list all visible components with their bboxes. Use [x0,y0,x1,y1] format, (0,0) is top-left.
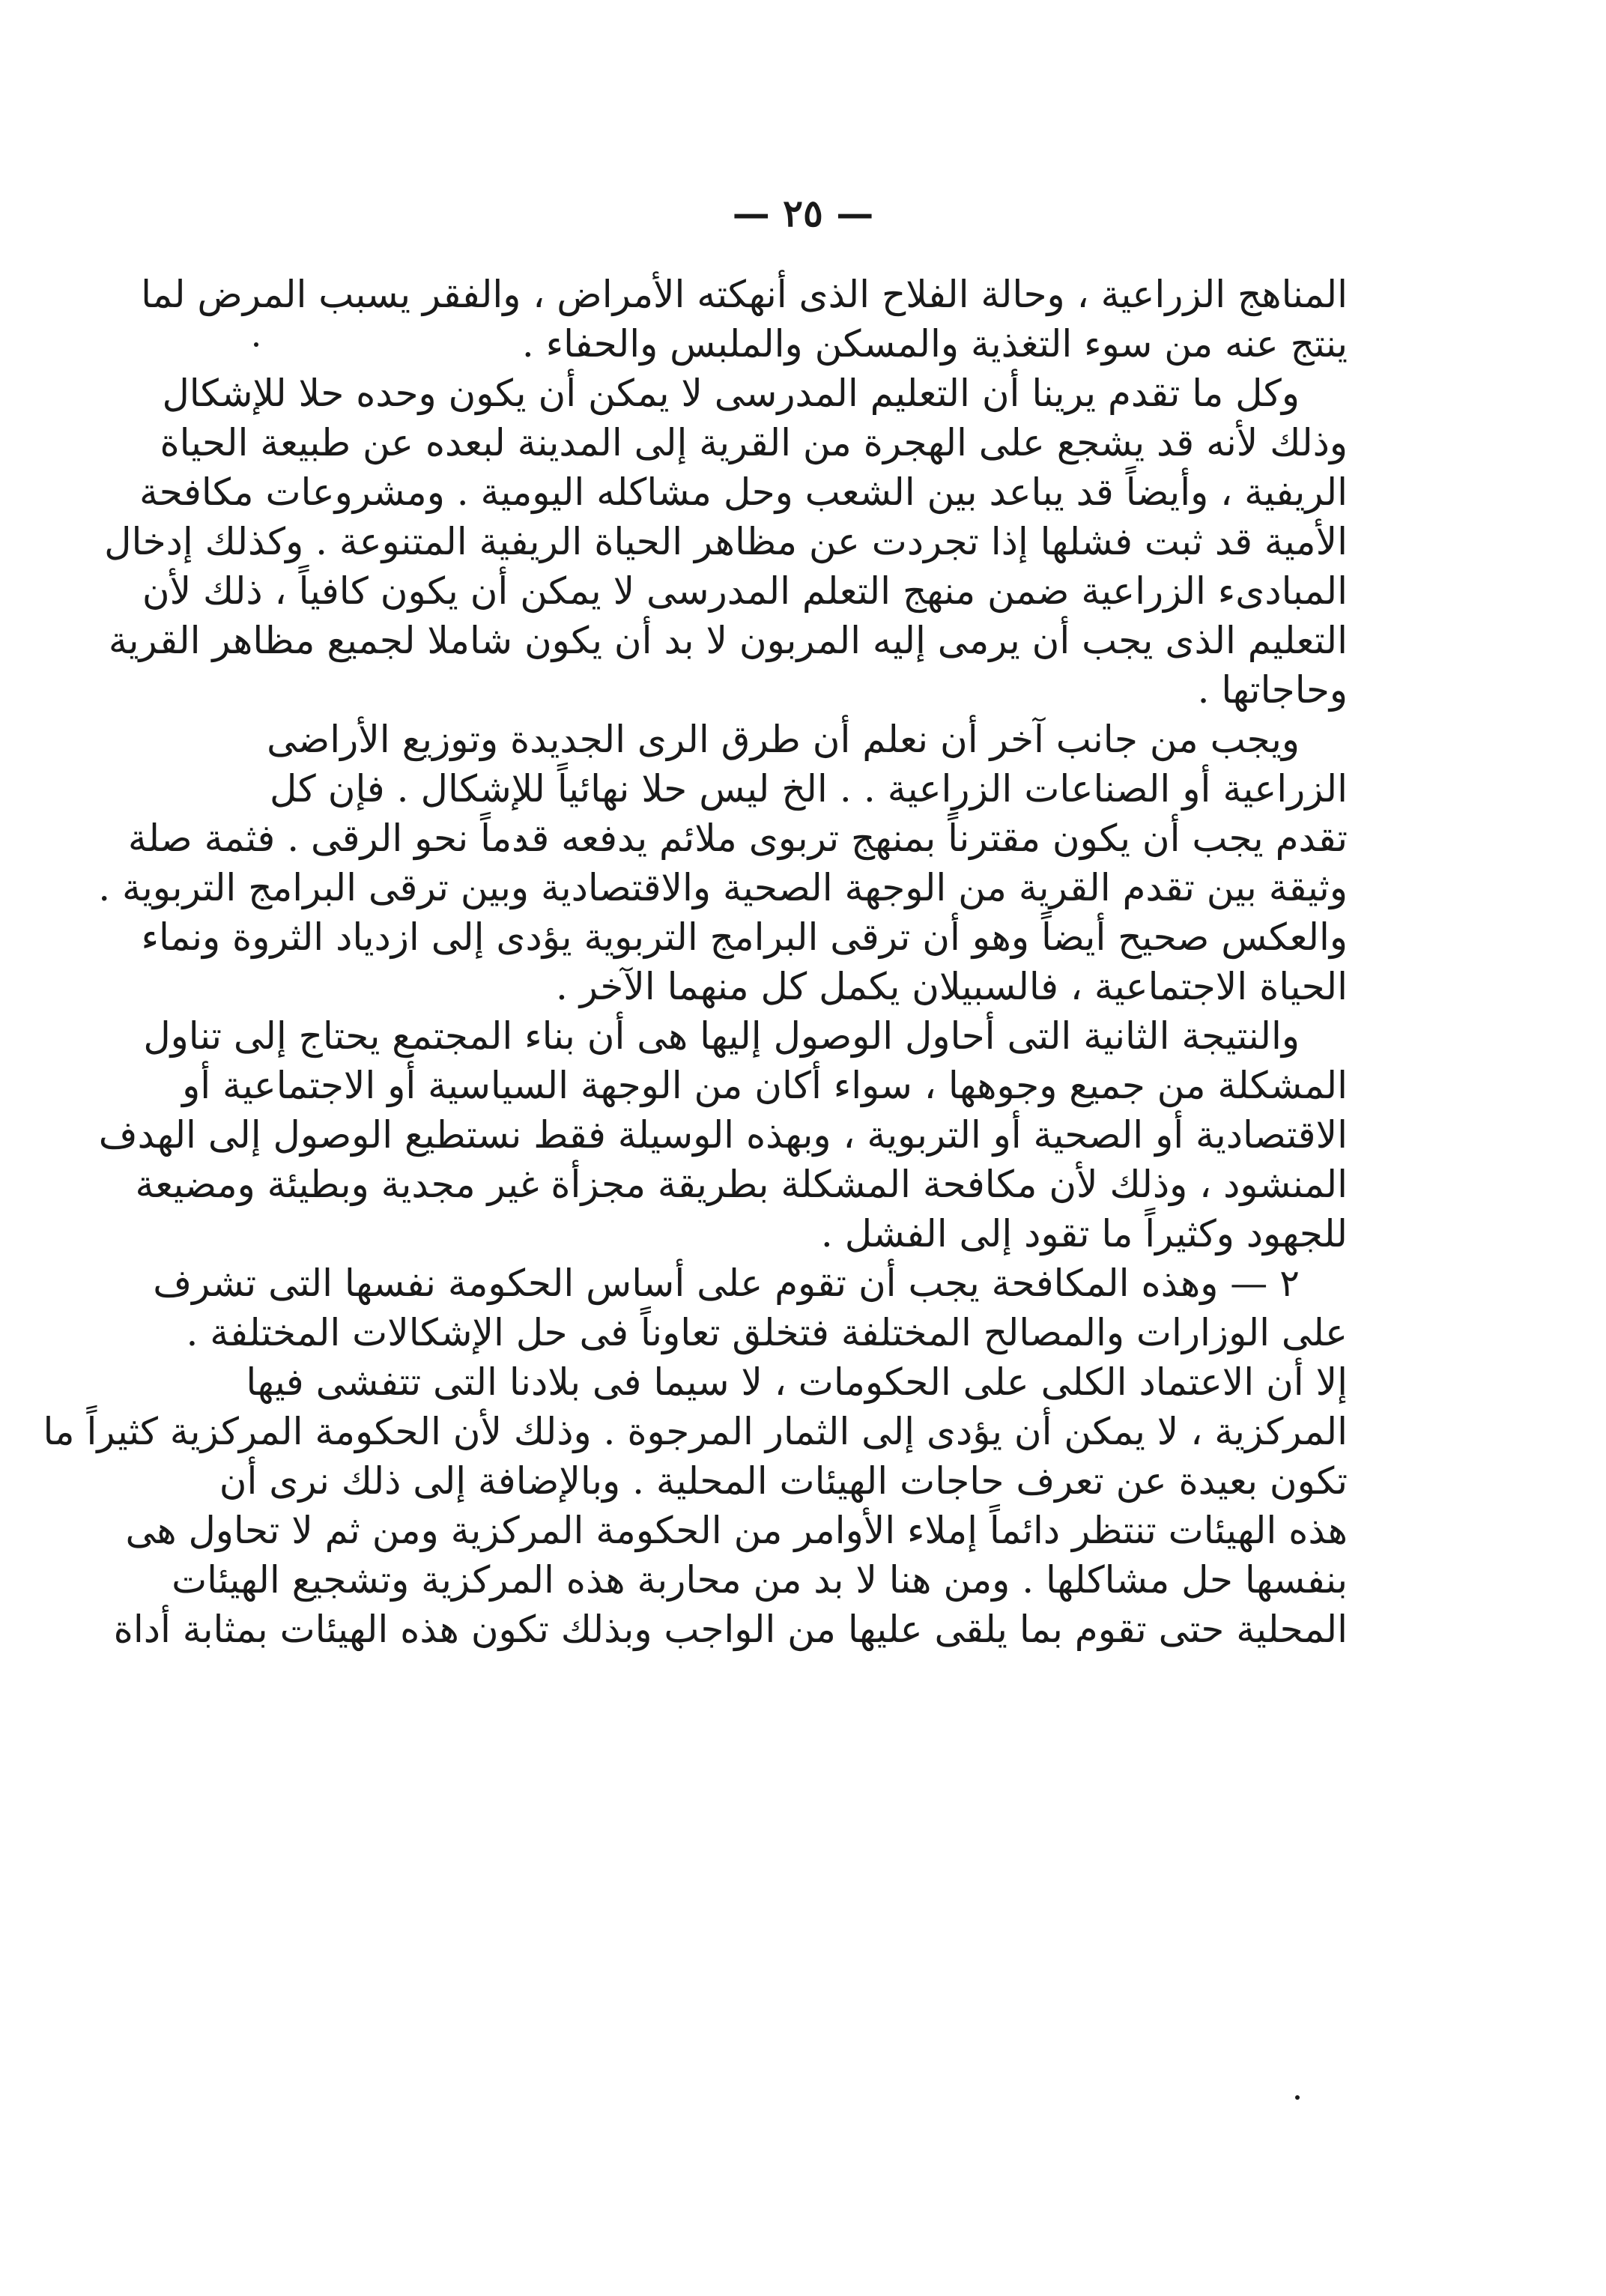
text-line: والعكس صحيح أيضاً وهو أن ترقى البرامج التربوية يؤدى إلى ازدياد الثروة ونماء [141,915,1348,959]
text-line: والنتيجة الثانية التى أحاول الوصول إليها هى أن بناء المجتمع يحتاج إلى تناول [143,1014,1300,1058]
text-line: المشكلة من جميع وجوهها ، سواء أكان من الوجهة السياسية أو الاجتماعية أو [182,1064,1348,1107]
text-line: تقدم يجب أن يكون مقترناً بمنهج تربوى ملائم يدفعه قدماً نحو الرقى . فثمة صلة [127,817,1348,860]
text-line: ينتج عنه من سوء التغذية والمسكن والملبس والحفاء . [521,322,1348,366]
text-line: المركزية ، لا يمكن أن يؤدى إلى الثمار المرجوة . وذلك لأن الحكومة المركزية كثيراً ما [43,1410,1348,1453]
text-line: للجهود وكثيراً ما تقود إلى الفشل . [820,1212,1348,1255]
ink-speck [254,342,258,347]
text-line: الريفية ، وأيضاً قد يباعد بين الشعب وحل مشاكله اليومية . ومشروعات مكافحة [139,470,1348,514]
text-line: ٢ — وهذه المكافحة يجب أن تقوم على أساس الحكومة نفسها التى تشرف [153,1261,1300,1305]
text-line: المنشود ، وذلك لأن مكافحة المشكلة بطريقة مجزأة غير مجدية وبطيئة ومضيعة [135,1163,1348,1206]
text-line: المناهج الزراعية ، وحالة الفلاح الذى أنهكته الأمراض ، والفقر يسبب المرض لما [141,273,1348,316]
text-line: المحلية حتى تقوم بما يلقى عليها من الواجب وبذلك تكون هذه الهيئات بمثابة أداة [113,1608,1348,1651]
text-line: وكل ما تقدم يرينا أن التعليم المدرسى لا يمكن أن يكون وحده حلا للإشكال [162,372,1300,415]
text-line: وذلك لأنه قد يشجع على الهجرة من القرية إلى المدينة لبعده عن طبيعة الحياة [160,421,1348,464]
ink-speck [1295,2095,1300,2100]
text-line: ويجب من جانب آخر أن نعلم أن طرق الرى الجديدة وتوزيع الأراضى [267,718,1300,761]
text-line: وحاجاتها . [1197,668,1348,712]
text-line: الأمية قد ثبت فشلها إذا تجردت عن مظاهر الحياة الريفية المتنوعة . وكذلك إدخال [104,520,1348,563]
text-line: التعليم الذى يجب أن يرمى إليه المربون لا بد أن يكون شاملا لجميع مظاهر القرية [108,619,1348,662]
text-line: المبادىء الزراعية ضمن منهج التعلم المدرسى لا يمكن أن يكون كافياً ، ذلك لأن [142,569,1348,613]
text-line: الحياة الاجتماعية ، فالسبيلان يكمل كل منهما الآخر . [555,965,1348,1008]
text-line: إلا أن الاعتماد الكلى على الحكومات ، لا سيما فى بلادنا التى تتفشى فيها [246,1360,1348,1404]
body-text [43,270,1348,1654]
text-line: على الوزارات والمصالح المختلفة فتخلق تعاوناً فى حل الإشكالات المختلفة . [186,1311,1348,1354]
text-line: وثيقة بين تقدم القرية من الوجهة الصحية والاقتصادية وبين ترقى البرامج التربوية . [98,866,1348,909]
text-line: الاقتصادية أو الصحية أو التربوية ، وبهذه الوسيلة فقط نستطيع الوصول إلى الهدف [98,1113,1348,1157]
text-line: هذه الهيئات تنتظر دائماً إملاء الأوامر من الحكومة المركزية ومن ثم لا تحاول هى [125,1509,1348,1552]
text-line: الزراعية أو الصناعات الزراعية . . الخ ليس حلا نهائياً للإشكال . فإن كل [270,767,1348,811]
page-number: — ٢٥ — [732,191,874,235]
text-line: تكون بعيدة عن تعرف حاجات الهيئات المحلية . وبالإضافة إلى ذلك نرى أن [219,1459,1348,1503]
text-line: بنفسها حل مشاكلها . ومن هنا لا بد من محاربة هذه المركزية وتشجيع الهيئات [172,1558,1348,1602]
